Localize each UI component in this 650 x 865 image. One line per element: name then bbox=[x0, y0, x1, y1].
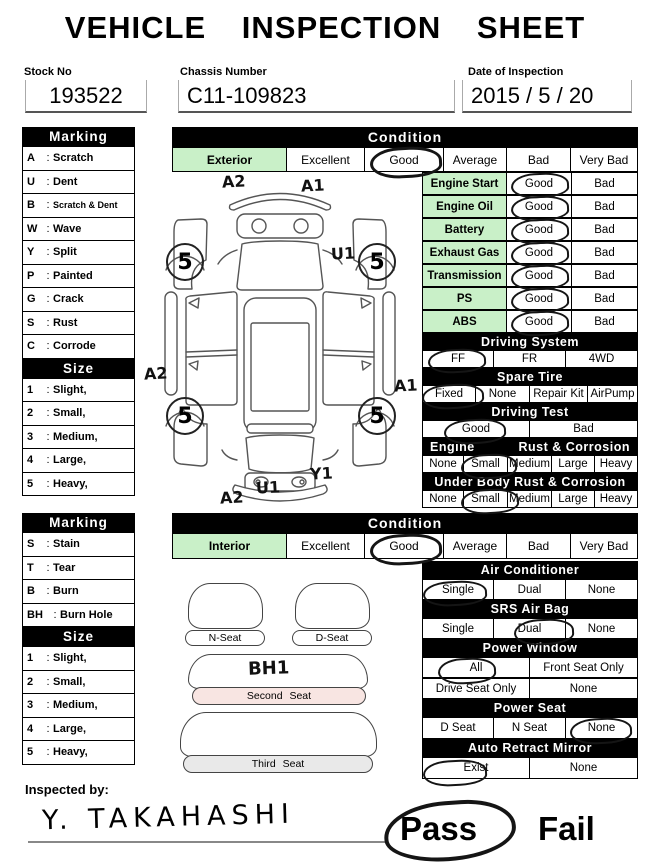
d-seat-back bbox=[295, 583, 370, 629]
legend-code: 1 bbox=[27, 383, 34, 396]
diagram-mark-y1-rear-right: Y1 bbox=[309, 463, 334, 484]
legend-label: Split bbox=[53, 246, 77, 259]
engine-rust-heavy: Heavy bbox=[595, 455, 638, 473]
legend-separator: : bbox=[46, 152, 50, 165]
power-window-none: None bbox=[530, 678, 638, 699]
legend-separator: : bbox=[46, 722, 50, 735]
legend-label: Scratch & Dent bbox=[53, 200, 118, 211]
legend-separator: : bbox=[46, 652, 50, 665]
legend-separator: : bbox=[46, 293, 50, 306]
legend-code: BH bbox=[27, 608, 43, 621]
spare-tire-none: None bbox=[476, 385, 530, 403]
underbody-rust-none: None bbox=[422, 490, 464, 508]
legend-item bbox=[22, 335, 135, 359]
engine-check-good: Good bbox=[507, 287, 572, 310]
air-conditioner-header: Air Conditioner bbox=[422, 561, 638, 579]
exterior-legend bbox=[22, 127, 135, 496]
power-window-front-only: Front Seat Only bbox=[530, 657, 638, 678]
legend-code: S bbox=[27, 538, 35, 551]
engine-check-good: Good bbox=[507, 264, 572, 287]
power-seat-none: None bbox=[566, 717, 638, 739]
engine-check-label: ABS bbox=[422, 310, 507, 333]
legend-label: Rust bbox=[53, 316, 78, 329]
power-window-header: Power Window bbox=[422, 639, 638, 657]
driving-system-4wd: 4WD bbox=[566, 350, 638, 368]
legend-code: W bbox=[27, 222, 38, 235]
legend-code: B bbox=[27, 199, 35, 212]
legend-code: 5 bbox=[27, 746, 34, 759]
power-window-drive-only: Drive Seat Only bbox=[422, 678, 530, 699]
underbody-rust-large: Large bbox=[552, 490, 595, 508]
diagram-mark-wheel-front-left: 5 bbox=[166, 243, 204, 281]
exterior-condition-header: Condition bbox=[172, 127, 638, 147]
legend-label: Medium, bbox=[53, 699, 98, 712]
engine-check-bad: Bad bbox=[572, 287, 638, 310]
legend-item bbox=[22, 241, 135, 265]
legend-separator: : bbox=[46, 407, 50, 420]
legend-separator: : bbox=[46, 477, 50, 490]
legend-code: B bbox=[27, 585, 35, 598]
power-seat-n: N Seat bbox=[494, 717, 566, 739]
legend-label: Painted bbox=[53, 269, 93, 282]
interior-condition-row-label: Interior bbox=[172, 533, 287, 559]
legend-separator: : bbox=[46, 246, 50, 259]
auto-retract-exist: Exist bbox=[422, 757, 530, 779]
third-seat-back bbox=[180, 712, 377, 757]
engine-check-good: Good bbox=[507, 241, 572, 264]
legend-code: 5 bbox=[27, 477, 34, 490]
legend-code: G bbox=[27, 293, 36, 306]
engine-check-good: Good bbox=[507, 172, 572, 195]
diagram-mark-a2-left-side: A2 bbox=[143, 363, 168, 384]
engine-rust-small: Small bbox=[464, 455, 508, 473]
spare-tire-header: Spare Tire bbox=[422, 368, 638, 385]
auto-retract-none: None bbox=[530, 757, 638, 779]
engine-rust-header-left: Engine bbox=[430, 439, 475, 454]
driving-system-ff: FF bbox=[422, 350, 494, 368]
power-seat-header: Power Seat bbox=[422, 699, 638, 717]
diagram-mark-wheel-front-right: 5 bbox=[358, 243, 396, 281]
legend-label: Tear bbox=[53, 561, 76, 574]
car-body-diagram bbox=[140, 172, 420, 510]
srs-dual: Dual bbox=[494, 618, 566, 639]
engine-check-good: Good bbox=[507, 218, 572, 241]
condition-option-very-bad: Very Bad bbox=[571, 533, 638, 559]
stock-no-value: 193522 bbox=[25, 80, 147, 113]
legend-code: 4 bbox=[27, 454, 34, 467]
condition-option-good: Good bbox=[365, 533, 444, 559]
legend-item bbox=[22, 288, 135, 312]
inspected-by-label: Inspected by: bbox=[25, 782, 109, 797]
legend-item bbox=[22, 604, 135, 628]
interior-size-header: Size bbox=[22, 627, 135, 647]
legend-code: A bbox=[27, 152, 35, 165]
engine-rust-medium: Medium bbox=[508, 455, 552, 473]
legend-separator: : bbox=[46, 199, 50, 212]
condition-option-average: Average bbox=[444, 147, 507, 172]
fail-label: Fail bbox=[538, 810, 595, 847]
srs-single: Single bbox=[422, 618, 494, 639]
legend-item bbox=[22, 147, 135, 171]
d-seat-label: D-Seat bbox=[292, 630, 372, 646]
inspection-date-label: Date of Inspection bbox=[468, 66, 564, 78]
exterior-condition-row-label: Exterior bbox=[172, 147, 287, 172]
legend-separator: : bbox=[46, 316, 50, 329]
engine-check-bad: Bad bbox=[572, 195, 638, 218]
engine-check-label: Engine Start bbox=[422, 172, 507, 195]
legend-separator: : bbox=[46, 538, 50, 551]
condition-option-very-bad: Very Bad bbox=[571, 147, 638, 172]
legend-separator: : bbox=[46, 222, 50, 235]
driving-test-bad: Bad bbox=[530, 420, 638, 438]
driving-system-header: Driving System bbox=[422, 333, 638, 350]
legend-item bbox=[22, 194, 135, 218]
legend-label: Heavy, bbox=[53, 477, 88, 490]
underbody-rust-medium: Medium bbox=[508, 490, 552, 508]
legend-label: Slight, bbox=[53, 652, 87, 665]
srs-none: None bbox=[566, 618, 638, 639]
legend-code: U bbox=[27, 175, 35, 188]
legend-code: 2 bbox=[27, 407, 34, 420]
power-seat-d: D Seat bbox=[422, 717, 494, 739]
legend-separator: : bbox=[46, 175, 50, 188]
legend-item bbox=[22, 671, 135, 695]
engine-rust-large: Large bbox=[552, 455, 595, 473]
interior-legend bbox=[22, 513, 135, 765]
legend-item bbox=[22, 694, 135, 718]
underbody-rust-small: Small bbox=[464, 490, 508, 508]
driving-system-fr: FR bbox=[494, 350, 566, 368]
legend-separator: : bbox=[46, 585, 50, 598]
driving-test-header: Driving Test bbox=[422, 403, 638, 420]
air-conditioner-dual: Dual bbox=[494, 579, 566, 600]
legend-item bbox=[22, 379, 135, 403]
legend-item bbox=[22, 171, 135, 195]
page-title: VEHICLE INSPECTION SHEET bbox=[64, 10, 586, 45]
diagram-mark-u1-rear-center: U1 bbox=[255, 477, 281, 498]
legend-item bbox=[22, 580, 135, 604]
legend-label: Corrode bbox=[53, 340, 96, 353]
legend-item bbox=[22, 718, 135, 742]
legend-separator: : bbox=[46, 383, 50, 396]
legend-code: 3 bbox=[27, 699, 34, 712]
third-seat-label: Third Seat bbox=[183, 755, 373, 773]
spare-tire-fixed: Fixed bbox=[422, 385, 476, 403]
power-window-all: All bbox=[422, 657, 530, 678]
legend-item bbox=[22, 557, 135, 581]
diagram-mark-wheel-rear-right: 5 bbox=[358, 397, 396, 435]
legend-label: Slight, bbox=[53, 383, 87, 396]
underbody-rust-heavy: Heavy bbox=[595, 490, 638, 508]
legend-label: Wave bbox=[53, 222, 82, 235]
legend-label: Heavy, bbox=[53, 746, 88, 759]
diagram-mark-bh1-second-seat: BH1 bbox=[247, 657, 290, 680]
diagram-mark-a2-rear-left: A2 bbox=[219, 487, 244, 508]
spare-tire-repair-kit: Repair Kit bbox=[530, 385, 588, 403]
spare-tire-airpump: AirPump bbox=[588, 385, 638, 403]
legend-code: 4 bbox=[27, 722, 34, 735]
driving-test-good: Good bbox=[422, 420, 530, 438]
engine-check-label: PS bbox=[422, 287, 507, 310]
legend-item bbox=[22, 741, 135, 765]
engine-check-bad: Bad bbox=[572, 218, 638, 241]
interior-checks-column bbox=[422, 561, 638, 779]
legend-separator: : bbox=[46, 675, 50, 688]
n-seat-label: N-Seat bbox=[185, 630, 265, 646]
legend-label: Burn bbox=[53, 585, 79, 598]
signature-line bbox=[28, 841, 388, 843]
legend-item bbox=[22, 473, 135, 497]
condition-option-bad: Bad bbox=[507, 147, 571, 172]
engine-rust-header-right: Rust & Corrosion bbox=[518, 439, 630, 454]
legend-separator: : bbox=[53, 608, 57, 621]
engine-check-label: Battery bbox=[422, 218, 507, 241]
pass-label: Pass bbox=[400, 810, 478, 847]
engine-check-good: Good bbox=[507, 310, 572, 333]
legend-label: Burn Hole bbox=[60, 608, 113, 621]
legend-separator: : bbox=[46, 269, 50, 282]
legend-code: Y bbox=[27, 246, 35, 259]
legend-item bbox=[22, 265, 135, 289]
interior-condition-table bbox=[172, 513, 638, 559]
condition-option-bad: Bad bbox=[507, 533, 571, 559]
legend-code: 2 bbox=[27, 675, 34, 688]
interior-marking-header: Marking bbox=[22, 513, 135, 533]
air-conditioner-none: None bbox=[566, 579, 638, 600]
legend-label: Scratch bbox=[53, 152, 94, 165]
legend-code: C bbox=[27, 340, 35, 353]
legend-label: Large, bbox=[53, 454, 87, 467]
legend-separator: : bbox=[46, 746, 50, 759]
legend-code: S bbox=[27, 316, 35, 329]
diagram-mark-a1-right-side: A1 bbox=[393, 375, 418, 396]
legend-label: Medium, bbox=[53, 430, 98, 443]
auto-retract-mirror-header: Auto Retract Mirror bbox=[422, 739, 638, 757]
exterior-marking-header: Marking bbox=[22, 127, 135, 147]
engine-check-label: Engine Oil bbox=[422, 195, 507, 218]
legend-item bbox=[22, 402, 135, 426]
legend-code: T bbox=[27, 561, 34, 574]
legend-item bbox=[22, 218, 135, 242]
legend-label: Crack bbox=[53, 293, 84, 306]
diagram-mark-wheel-rear-left: 5 bbox=[166, 397, 204, 435]
exterior-size-header: Size bbox=[22, 359, 135, 379]
engine-rust-none: None bbox=[422, 455, 464, 473]
chassis-number-label: Chassis Number bbox=[180, 66, 267, 78]
engine-check-bad: Bad bbox=[572, 241, 638, 264]
condition-option-good: Good bbox=[365, 147, 444, 172]
legend-item bbox=[22, 647, 135, 671]
condition-option-average: Average bbox=[444, 533, 507, 559]
air-conditioner-single: Single bbox=[422, 579, 494, 600]
legend-separator: : bbox=[46, 561, 50, 574]
diagram-mark-u1-right-front: U1 bbox=[330, 243, 356, 264]
inspection-date-value: 2015 / 5 / 20 bbox=[462, 80, 632, 113]
diagram-mark-a2-front-left: A2 bbox=[221, 171, 246, 192]
legend-item bbox=[22, 533, 135, 557]
n-seat-back bbox=[188, 583, 263, 629]
legend-separator: : bbox=[46, 454, 50, 467]
legend-separator: : bbox=[46, 699, 50, 712]
engine-check-good: Good bbox=[507, 195, 572, 218]
engine-rust-header bbox=[422, 438, 638, 455]
underbody-rust-header: Under Body Rust & Corrosion bbox=[422, 473, 638, 490]
condition-option-excellent: Excellent bbox=[287, 533, 365, 559]
condition-option-excellent: Excellent bbox=[287, 147, 365, 172]
engine-check-bad: Bad bbox=[572, 172, 638, 195]
engine-check-label: Exhaust Gas bbox=[422, 241, 507, 264]
legend-label: Large, bbox=[53, 722, 87, 735]
chassis-number-value: C11-109823 bbox=[178, 80, 455, 113]
exterior-condition-table bbox=[172, 127, 638, 172]
legend-label: Dent bbox=[53, 175, 78, 188]
legend-code: P bbox=[27, 269, 35, 282]
legend-item bbox=[22, 449, 135, 473]
legend-item bbox=[22, 312, 135, 336]
legend-code: 3 bbox=[27, 430, 34, 443]
legend-separator: : bbox=[46, 430, 50, 443]
legend-code: 1 bbox=[27, 652, 34, 665]
legend-item bbox=[22, 426, 135, 450]
exterior-checks-column bbox=[422, 172, 638, 508]
legend-label: Stain bbox=[53, 538, 80, 551]
interior-condition-header: Condition bbox=[172, 513, 638, 533]
legend-label: Small, bbox=[53, 675, 86, 688]
inspector-signature: Y. TAKAHASHI bbox=[41, 798, 296, 837]
stock-no-label: Stock No bbox=[24, 66, 72, 78]
diagram-mark-a1-front-right: A1 bbox=[300, 175, 325, 196]
legend-separator: : bbox=[46, 340, 50, 353]
legend-label: Small, bbox=[53, 407, 86, 420]
engine-check-bad: Bad bbox=[572, 310, 638, 333]
engine-check-bad: Bad bbox=[572, 264, 638, 287]
second-seat-label: Second Seat bbox=[192, 687, 366, 705]
engine-check-label: Transmission bbox=[422, 264, 507, 287]
srs-air-bag-header: SRS Air Bag bbox=[422, 600, 638, 618]
